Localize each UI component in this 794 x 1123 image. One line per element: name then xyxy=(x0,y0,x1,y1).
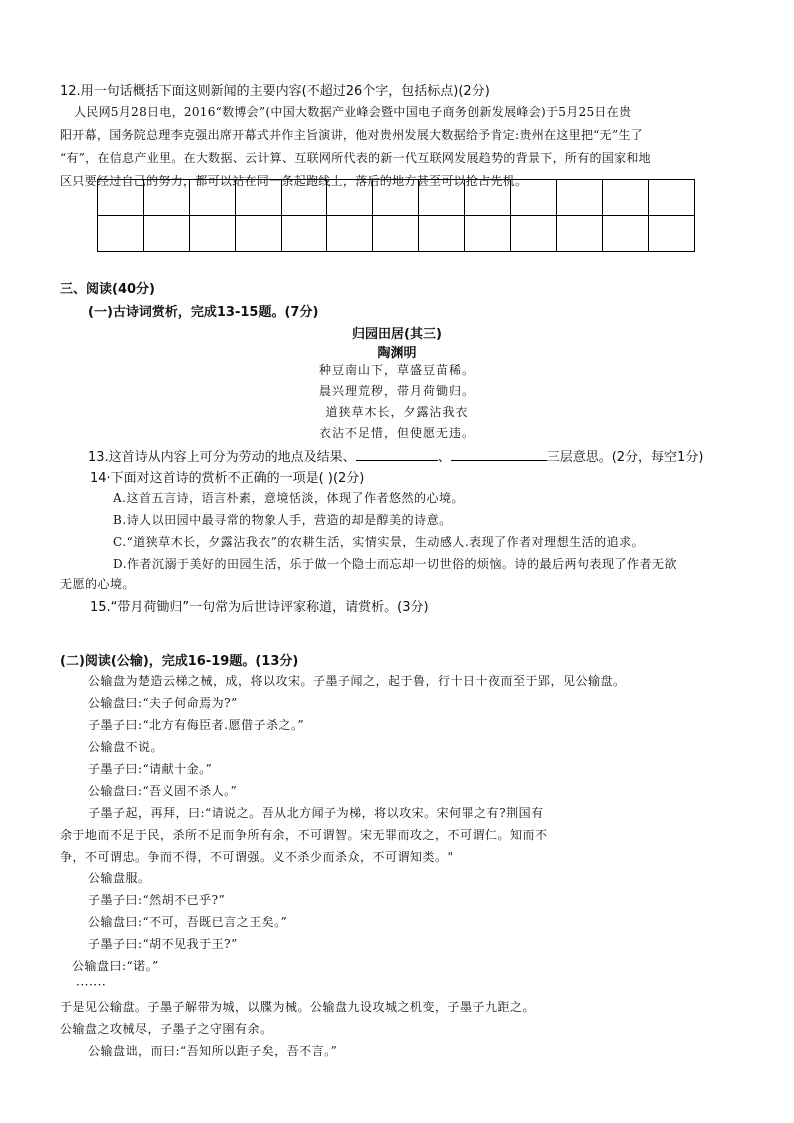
passage-line: 公输盘为楚造云梯之械，成，将以攻宋。子墨子闻之，起于鲁，行十日十夜而至于郢，见公输盘。 xyxy=(88,674,626,688)
option-b: B.诗人以田园中最寻常的物象人手，营造的却是醇美的诗意。 xyxy=(113,513,452,527)
option-d: D.作者沉溺于美好的田园生活，乐于做一个隐士而忘却一切世俗的烦恼。诗的最后两句表现了作者无欲 xyxy=(113,557,678,571)
q13-blank-1[interactable] xyxy=(356,448,438,461)
poem-author: 陶渊明 xyxy=(377,346,417,361)
passage-line: 公输盘曰:“诺。” xyxy=(72,959,159,973)
news-line: 区只要经过自己的努力，都可以站在同一条起跑线上，落后的地方甚至可以抢占先机。 xyxy=(60,174,528,188)
q13-text-a: 13.这首诗从内容上可分为劳动的地点及结果、 xyxy=(88,450,356,465)
poem-title: 归园田居(其三) xyxy=(352,327,442,342)
q13-blank-2[interactable] xyxy=(451,448,547,461)
question-15: 15.“带月荷锄归”一句常为后世诗评家称道，请赏析。(3分) xyxy=(90,600,429,615)
q13-text-c: 三层意思。(2分，每空1分) xyxy=(546,450,704,465)
passage-line: 争，不可谓忠。争而不得，不可谓强。义不杀少而杀众，不可谓知类。" xyxy=(60,850,454,864)
passage-line: 子墨子曰:“请献十金。” xyxy=(88,762,213,776)
option-d-cont: 无愿的心境。 xyxy=(60,577,136,591)
question-13 xyxy=(88,446,703,465)
passage-line: 余于地而不足于民，杀所不足而争所有余，不可谓智。宋无罪而攻之，不可谓仁。知而不 xyxy=(60,828,548,842)
option-a: A.这首五言诗，语言朴素，意境恬淡，体现了作者悠然的心境。 xyxy=(113,491,464,505)
q13-text-b: 、 xyxy=(437,450,451,465)
poem-line: 道狭草木长，夕露沾我衣 xyxy=(325,405,469,419)
passage-line: 公输盘曰:“夫子何命焉为?” xyxy=(88,696,238,710)
passage-line: 子墨子起，再拜，曰:“请说之。吾从北方闻子为梯，将以攻宋。宋何罪之有?荆国有 xyxy=(88,806,544,820)
poem-line: 种豆南山下，草盛豆苗稀。 xyxy=(318,363,475,377)
passage-line: 公输盘不说。 xyxy=(88,740,164,754)
passage-line: 公输盘曰:“不可，吾既已言之王矣。” xyxy=(88,915,288,929)
news-line: 人民网5月28日电，2016“数博会”(中国大数据产业峰会暨中国电子商务创新发展峰会)于5月25日在贵 xyxy=(74,105,632,119)
part1-heading: (一)古诗词赏析，完成13-15题。(7分) xyxy=(88,305,319,320)
part2-heading: (二)阅读(公输)，完成16-19题。(13分) xyxy=(60,654,299,669)
poem-line: 衣沾不足惜，但使愿无违。 xyxy=(318,426,475,440)
answer-grid[interactable] xyxy=(97,179,695,252)
passage-line: 公输盘服。 xyxy=(88,871,151,885)
passage-line: 子墨子曰:“然胡不已乎?” xyxy=(88,893,226,907)
passage-line: 于是见公输盘。子墨子解带为城，以牒为械。公输盘九设攻城之机变，子墨子九距之。 xyxy=(60,1000,536,1014)
question-12: 12.用一句话概括下面这则新闻的主要内容(不超过26个字，包括标点)(2分) xyxy=(60,84,490,99)
passage-line: 公输盘曰:“吾义固不杀人。” xyxy=(88,784,238,798)
passage-line: 公输盘之攻械尽，子墨子之守圉有余。 xyxy=(60,1022,273,1036)
news-line: 阳开幕，国务院总理李克强出席开幕式并作主旨演讲，他对贵州发展大数据给予肯定:贵州在这里把“无”生了 xyxy=(60,128,644,142)
option-c: C.“道狭草木长，夕露沾我衣”的农耕生活，实情实景，生动感人.表现了作者对理想生活的追求。 xyxy=(113,535,645,549)
poem-line: 晨兴理荒秽，带月荷锄归。 xyxy=(318,384,475,398)
passage-line: 子墨子曰:“胡不见我于王?” xyxy=(88,937,238,951)
section-heading: 三、阅读(40分) xyxy=(60,282,155,297)
passage-line: 公输盘诎，而曰:“吾知所以距子矣，吾不言。” xyxy=(88,1044,338,1058)
news-line: “有”，在信息产业里。在大数据、云计算、互联网所代表的新一代互联网发展趋势的背景下，所有的国家和地 xyxy=(60,151,651,165)
passage-ellipsis: ······· xyxy=(76,978,107,992)
question-14: 14·下面对这首诗的赏析不正确的一项是( )(2分) xyxy=(90,471,365,486)
passage-line: 子墨子曰:“北方有侮臣者.愿借子杀之。” xyxy=(88,718,305,732)
